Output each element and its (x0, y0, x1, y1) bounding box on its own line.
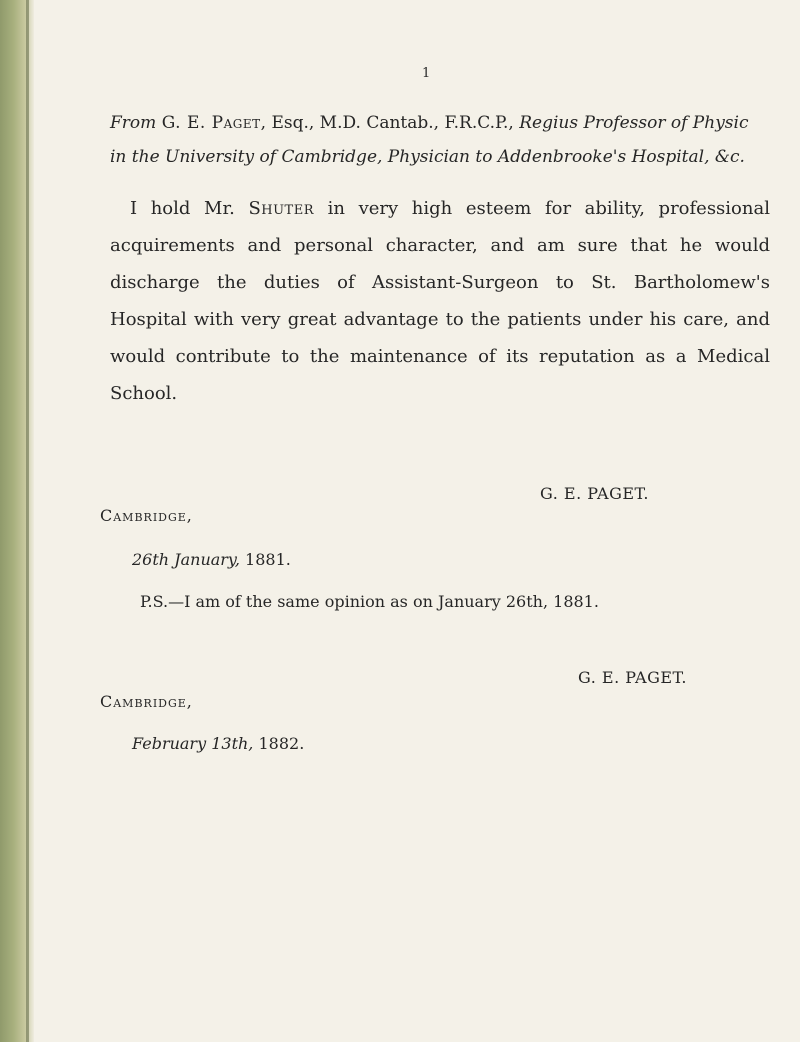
ps-date (132, 734, 304, 753)
letter-body (110, 190, 770, 412)
ps-date-day: February 13th, (132, 734, 254, 753)
ps-place: Cambridge, (100, 692, 193, 711)
author-name: G. E. Paget (161, 113, 261, 133)
place: Cambridge, (100, 506, 193, 525)
ps-signature: G. E. PAGET. (578, 668, 687, 687)
date-year: 1881. (239, 550, 291, 569)
letter-header (110, 106, 770, 174)
letter-opening: I hold Mr. (130, 198, 235, 219)
letter-date (132, 550, 291, 569)
postscript: P.S.—I am of the same opinion as on January 26th, 1881. (140, 592, 599, 611)
author-credentials: , Esq., M.D. Cantab., F.R.C.P., (260, 113, 514, 133)
signature: G. E. PAGET. (540, 484, 649, 503)
letter-text: in very high esteem for ability, professional acquirements and personal character, and am sure that he would discharge the duties of Assistant-Surgeon to St. Bartholomew's Hospital with very great advantage to the patients under his care, and would contribute to the maintenance of its reputation as a Medical School. (110, 198, 770, 404)
ps-date-year: 1882. (253, 734, 305, 753)
subject-name: Shuter (248, 198, 315, 219)
from-prefix: From (110, 113, 157, 133)
book-gutter (0, 0, 34, 1042)
page-number: 1 (422, 66, 431, 81)
date-day: 26th January, (132, 550, 240, 569)
author-title: Regius Professor of Physic in the University of Cambridge, Physician to Addenbrooke's Hospital, &c. (110, 113, 749, 167)
